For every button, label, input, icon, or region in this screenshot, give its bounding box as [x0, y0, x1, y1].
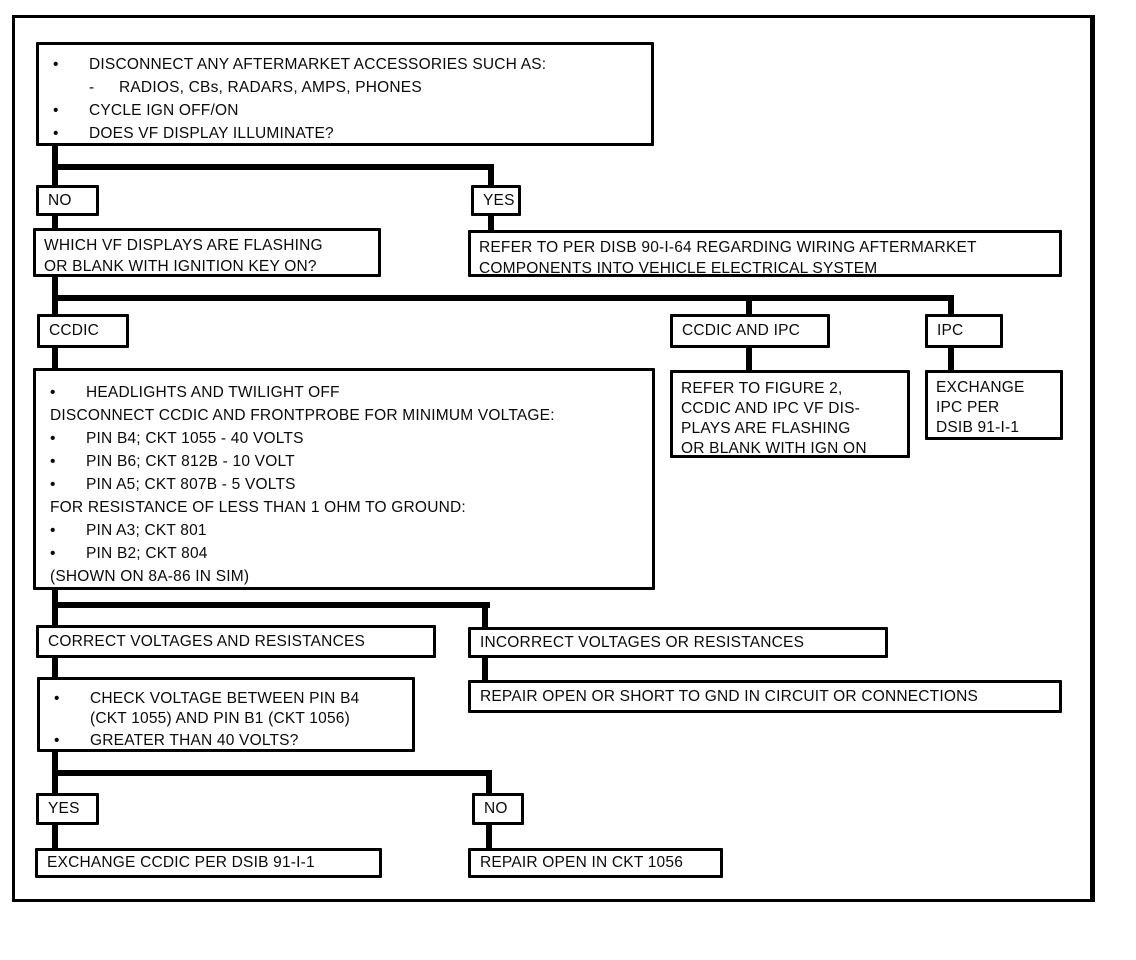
- bullet-icon: •: [50, 384, 56, 401]
- node-which-vf-displays: [33, 228, 381, 277]
- list-item: [50, 519, 644, 542]
- node-ccdic-voltage-checks: [33, 368, 655, 590]
- list-item-text: GREATER THAN 40 VOLTS?: [90, 732, 299, 749]
- bullet-icon: •: [54, 732, 60, 749]
- text-line: PLAYS ARE FLASHING: [681, 420, 851, 437]
- connector-ipc-to-exchange: [948, 348, 954, 370]
- bullet-icon: •: [54, 690, 60, 707]
- connector-ccdicipc-to-fig2: [746, 348, 752, 370]
- list-item: [50, 381, 644, 404]
- list-item-text: PIN A3; CKT 801: [86, 522, 207, 539]
- text-line: COMPONENTS INTO VEHICLE ELECTRICAL SYSTEM: [479, 260, 878, 277]
- bullet-icon: •: [53, 102, 59, 119]
- node-no-2: NO: [472, 793, 524, 825]
- connector-branch-horizontal: [52, 295, 954, 301]
- node-check-voltage: [37, 677, 415, 752]
- bullet-icon: •: [50, 430, 56, 447]
- connector-start-split-horizontal: [52, 164, 494, 170]
- bullet-icon: •: [50, 545, 56, 562]
- connector-ccdic-to-checks: [52, 348, 58, 368]
- list-item: [50, 450, 644, 473]
- node-repair-ckt-1056: REPAIR OPEN IN CKT 1056: [468, 848, 723, 878]
- connector-drop-incorrect: [482, 608, 488, 627]
- node-yes-1: YES: [471, 185, 521, 216]
- connector-yesno-split-horizontal: [52, 770, 492, 776]
- connector-drop-correct: [52, 608, 58, 625]
- connector-drop-yes-2: [52, 776, 58, 793]
- node-ccdic-and-ipc: CCDIC AND IPC: [670, 314, 830, 348]
- list-item: [50, 427, 644, 450]
- list-item-text: PIN A5; CKT 807B - 5 VOLTS: [86, 476, 296, 493]
- dash-icon: -: [89, 79, 95, 96]
- connector-yes1-to-disb: [488, 216, 494, 230]
- connector-no1-to-whichvf: [52, 216, 58, 228]
- text-line: [50, 404, 644, 427]
- connector-drop-ccdic: [52, 301, 58, 314]
- list-item: [50, 542, 644, 565]
- connector-drop-ipc: [948, 301, 954, 314]
- list-item-text: RADIOS, CBs, RADARS, AMPS, PHONES: [119, 79, 422, 96]
- list-item: [53, 76, 643, 99]
- connector-result-split-horizontal: [52, 602, 490, 608]
- connector-correct-to-check: [52, 658, 58, 677]
- text-line: REFER TO FIGURE 2,: [681, 380, 843, 397]
- bullet-icon: •: [50, 522, 56, 539]
- text-line: EXCHANGE: [936, 379, 1025, 396]
- connector-drop-yes-1: [488, 170, 494, 185]
- list-item: [54, 729, 404, 752]
- list-item-text: DISCONNECT ANY AFTERMARKET ACCESSORIES SUCH AS:: [89, 56, 547, 73]
- text-line: WHICH VF DISPLAYS ARE FLASHING: [44, 237, 323, 254]
- node-correct-voltages: CORRECT VOLTAGES AND RESISTANCES: [36, 625, 436, 658]
- bullet-icon: •: [50, 453, 56, 470]
- node-no-1: NO: [36, 185, 99, 216]
- node-exchange-ccdic: EXCHANGE CCDIC PER DSIB 91-I-1: [35, 848, 382, 878]
- text-line: FOR RESISTANCE OF LESS THAN 1 OHM TO GROUND:: [50, 499, 466, 516]
- text-line: OR BLANK WITH IGN ON: [681, 440, 867, 457]
- text-line: [50, 565, 644, 588]
- list-item: [50, 473, 644, 496]
- list-item: [53, 53, 643, 76]
- node-refer-figure-2: [670, 370, 910, 458]
- text-line: IPC PER: [936, 399, 1000, 416]
- connector-drop-no-2: [486, 776, 492, 793]
- node-start-checklist: [36, 42, 654, 146]
- connector-drop-ccdic-ipc: [746, 301, 752, 314]
- text-line: CCDIC AND IPC VF DIS-: [681, 400, 861, 417]
- bullet-icon: •: [50, 476, 56, 493]
- list-item-text: HEADLIGHTS AND TWILIGHT OFF: [86, 384, 340, 401]
- text-line: REFER TO PER DISB 90-I-64 REGARDING WIRING AFTERMARKET: [479, 239, 977, 256]
- list-item: [54, 689, 404, 709]
- connector-incorrect-to-repair: [482, 658, 488, 680]
- text-line: DSIB 91-I-1: [936, 419, 1020, 436]
- node-yes-2: YES: [36, 793, 99, 825]
- connector-no2-to-repair: [486, 825, 492, 848]
- connector-start-down: [52, 146, 58, 164]
- list-item-text: CYCLE IGN OFF/ON: [89, 102, 239, 119]
- connector-check-down: [52, 752, 58, 772]
- text-line: (SHOWN ON 8A-86 IN SIM): [50, 568, 250, 585]
- node-ipc: IPC: [925, 314, 1003, 348]
- list-item-text: CHECK VOLTAGE BETWEEN PIN B4: [90, 690, 360, 707]
- node-incorrect-voltages: INCORRECT VOLTAGES OR RESISTANCES: [468, 627, 888, 658]
- bullet-icon: •: [53, 125, 59, 142]
- bullet-icon: •: [53, 56, 59, 73]
- text-line: DISCONNECT CCDIC AND FRONTPROBE FOR MINIMUM VOLTAGE:: [50, 407, 555, 424]
- list-item: [53, 99, 643, 122]
- node-exchange-ipc: [925, 370, 1063, 440]
- list-item-text: PIN B2; CKT 804: [86, 545, 208, 562]
- node-repair-open-short-gnd: REPAIR OPEN OR SHORT TO GND IN CIRCUIT OR CONNECTIONS: [468, 680, 1062, 713]
- list-item-text: PIN B4; CKT 1055 - 40 VOLTS: [86, 430, 304, 447]
- text-line: (CKT 1055) AND PIN B1 (CKT 1056): [90, 710, 350, 727]
- node-refer-disb-90-i-64: [468, 230, 1062, 277]
- text-line: OR BLANK WITH IGNITION KEY ON?: [44, 258, 317, 275]
- text-line: [50, 496, 644, 519]
- text-line: [54, 709, 404, 729]
- connector-yes2-to-exchange: [52, 825, 58, 848]
- connector-drop-no-1: [52, 170, 58, 185]
- list-item: [53, 122, 643, 145]
- connector-whichvf-down: [52, 277, 58, 295]
- list-item-text: PIN B6; CKT 812B - 10 VOLT: [86, 453, 295, 470]
- node-ccdic: CCDIC: [37, 314, 129, 348]
- list-item-text: DOES VF DISPLAY ILLUMINATE?: [89, 125, 334, 142]
